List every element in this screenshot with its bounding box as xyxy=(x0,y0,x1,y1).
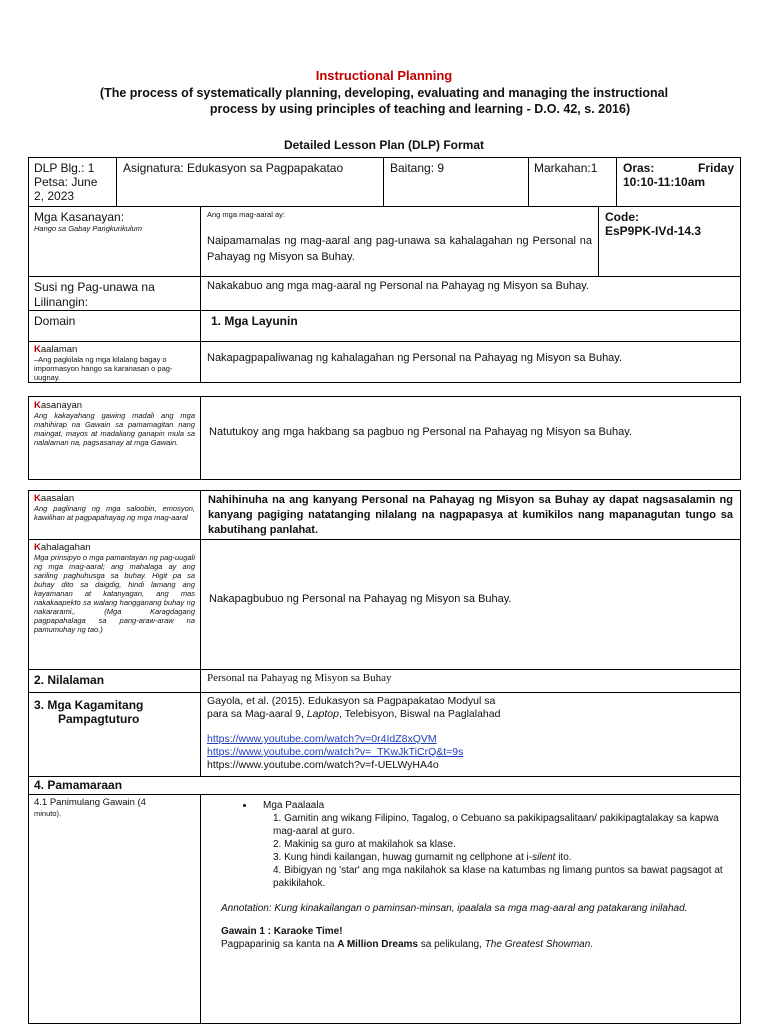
panimula-label: 4.1 Panimulang Gawain (4 xyxy=(34,797,146,808)
gawain-title: Gawain 1 : Karaoke Time! xyxy=(221,926,343,937)
kaalaman-objective-cell xyxy=(200,341,741,383)
kasanayan2-desc: Ang kakayahang gawing madali ang mga mahihirap na Gawain sa pamamagitan nang maingat, mayos at madaliang ganapin mula sa nalalaman na, pagsasanay at mga Gawain. xyxy=(34,411,195,447)
oras-time: 10:10-11:10am xyxy=(623,175,706,189)
kasanayan-text-cell xyxy=(200,206,599,277)
youtube-link-1[interactable]: https://www.youtube.com/watch?v=0r4IdZ8xQVM xyxy=(207,733,437,745)
kagamitan-label-1: 3. Mga Kagamitang xyxy=(34,698,144,712)
nilalaman-text: Personal na Pahayag ng Misyon sa Buhay xyxy=(207,672,392,684)
nilalaman-text-cell xyxy=(200,669,741,693)
youtube-link-2[interactable]: https://www.youtube.com/watch?v=_TKwJkTiCrQ&t=9s xyxy=(207,746,464,758)
paalaala-item-1: 1. Gamitin ang wikang Filipino, Tagalog, o Cebuano sa pakikipagsalitaan/ pakikipagtalakay sa kapwa mag-aaral at guro. xyxy=(273,813,719,837)
paalaala-item-4: 4. Bibigyan ng 'star' ang mga nakilahok sa klase na katumbas ng limang puntos sa bawat pagsagot at pakikilahok. xyxy=(273,865,723,889)
subtitle-line-2: process by using principles of teaching and learning - D.O. 42, s. 2016) xyxy=(209,102,631,116)
kaalaman-desc: –Ang pagkilala ng mga kilalang bagay o impormasyon hango sa karanasan o pag-uugnay. xyxy=(34,355,173,382)
oras-label: Oras: xyxy=(623,161,655,175)
petsa-line-2: 2, 2023 xyxy=(34,189,75,203)
kasanayan2-rest: asanayan xyxy=(40,400,83,411)
kasanayan-note: Ang mga mag-aaral ay: xyxy=(207,210,285,219)
kahalagahan-desc: Mga prinsipyo o mga pamantayan ng pag-uugali ng mga mag-aaral; ang mahalaga ay ang sariling paghuhusga sa buhay. Higit pa sa buhay dito sa daigdig, hindi lamang ang kayamanan at katanyagan, ang mas nakakaapekto sa walang hangganang buhay ng nakararami,. (Mga Karagdagang pagpapahalaga sa pang-araw-araw na pamumuhay ng tao.) xyxy=(34,553,195,634)
code-value: EsP9PK-IVd-14.3 xyxy=(605,224,702,238)
kaalaman-rest: aalaman xyxy=(40,344,78,355)
code-label: Code: xyxy=(605,210,639,224)
kaasalan-first-letter: K xyxy=(34,493,41,504)
pamamaraan-label: 4. Pamamaraan xyxy=(34,778,123,792)
asignatura-cell xyxy=(116,157,384,207)
gawain-text: Pagpaparinig sa kanta na A Million Dreams sa pelikulang, The Greatest Showman. xyxy=(221,939,594,950)
layunin-label: 1. Mga Layunin xyxy=(211,314,298,328)
layunin-cell xyxy=(200,310,741,342)
kasanayan-text: Naipamamalas ng mag-aaral ang pag-unawa sa kahalagahan ng Personal na Pahayag ng Misyon sa Buhay. xyxy=(207,235,592,263)
susi-text: Nakakabuo ang mga mag-aaral ng Personal na Pahayag ng Misyon sa Buhay. xyxy=(207,280,589,292)
domain-cell xyxy=(28,310,201,342)
susi-text-cell xyxy=(200,276,741,311)
kasanayan2-objective-cell xyxy=(200,396,741,480)
kasanayan2-first-letter: K xyxy=(34,400,41,411)
petsa-line-1: Petsa: June xyxy=(34,175,98,189)
format-title: Detailed Lesson Plan (DLP) Format xyxy=(283,138,485,152)
asignatura: Asignatura: Edukasyon sa Pagpapakatao xyxy=(123,161,344,175)
kagamitan-label-2: Pampagtuturo xyxy=(58,712,140,726)
nilalaman-label: 2. Nilalaman xyxy=(34,673,105,687)
markahan-cell xyxy=(528,157,617,207)
kaasalan-label-cell xyxy=(28,490,201,540)
kaalaman-objective: Nakapagpapaliwanag ng kahalagahan ng Personal na Pahayag ng Misyon sa Buhay. xyxy=(207,352,623,364)
nilalaman-label-cell xyxy=(28,669,201,693)
kasanayan2-objective: Natutukoy ang mga hakbang sa pagbuo ng Personal na Pahayag ng Misyon sa Buhay. xyxy=(209,426,632,438)
kahalagahan-first-letter: K xyxy=(34,542,41,553)
baitang: Baitang: 9 xyxy=(390,161,445,175)
youtube-link-3[interactable]: https://www.youtube.com/watch?v=f-UELWyHA4o xyxy=(207,759,439,771)
kaalaman-first-letter: K xyxy=(34,344,41,355)
reference-line-1: Gayola, et al. (2015). Edukasyon sa Pagpapakatao Modyul sa xyxy=(207,695,496,707)
kasanayan-sub: Hango sa Gabay Pangkurikulum xyxy=(34,224,142,233)
paalaala-bullet: • Mga Paalaala xyxy=(255,799,734,812)
dlp-number: DLP Blg.: 1 xyxy=(34,161,95,175)
kasanayan-label: Mga Kasanayan: xyxy=(34,210,125,224)
kasanayan-label-cell xyxy=(28,206,201,277)
markahan: Markahan:1 xyxy=(534,161,598,175)
page-title: Instructional Planning xyxy=(315,68,453,83)
pamamaraan-cell xyxy=(28,776,741,795)
kaasalan-objective-cell xyxy=(200,490,741,540)
kaalaman-label-cell xyxy=(28,341,201,383)
paalaala-item-2: 2. Makinig sa guro at makilahok sa klase. xyxy=(273,839,456,850)
kahalagahan-objective-cell xyxy=(200,539,741,670)
kahalagahan-rest: ahalagahan xyxy=(40,542,91,553)
kasanayan2-label-cell xyxy=(28,396,201,480)
kaasalan-rest: aasalan xyxy=(40,493,75,504)
susi-label: Susi ng Pag-unawa na Lilinangin: xyxy=(34,280,155,309)
panimula-content-cell xyxy=(200,794,741,1024)
baitang-cell xyxy=(383,157,529,207)
susi-label-cell xyxy=(28,276,201,311)
oras-day: Friday xyxy=(697,161,734,175)
domain-label: Domain xyxy=(34,314,76,328)
panimula-label-cell xyxy=(28,794,201,1024)
kaasalan-objective: Nahihinuha na ang kanyang Personal na Pahayag ng Misyon sa Buhay ay dapat nagsasalamin ng kanyang pagiging natatanging nilalang na nagpapasya at kumikilos nang mapanagutan tungo sa kabutihang panlahat. xyxy=(208,494,733,536)
kagamitan-label-cell xyxy=(28,692,201,777)
panimula-label-2: minuto). xyxy=(34,809,62,818)
kahalagahan-objective: Nakapagbubuo ng Personal na Pahayag ng Misyon sa Buhay. xyxy=(209,593,512,605)
kaasalan-desc: Ang paglinang ng mga saloobin, emosyon, kawilihan at pagpapahayag ng mga mag-aaral xyxy=(34,504,195,522)
oras-cell xyxy=(616,157,741,207)
subtitle-line-1: (The process of systematically planning, developing, evaluating and managing the instructional xyxy=(99,86,669,100)
paalaala-item-3: 3. Kung hindi kailangan, huwag gumamit ng cellphone at i-silent ito. xyxy=(273,852,572,863)
kahalagahan-label-cell xyxy=(28,539,201,670)
code-cell xyxy=(598,206,741,277)
kagamitan-refs-cell xyxy=(200,692,741,777)
dlp-number-cell xyxy=(28,157,117,207)
annotation: Annotation: Kung kinakailangan o paminsan-minsan, ipaalala sa mga mag-aaral ang patakarang inilahad. xyxy=(221,903,688,914)
reference-line-2: para sa Mag-aaral 9, Laptop, Telebisyon, Biswal na Paglalahad xyxy=(207,708,501,720)
